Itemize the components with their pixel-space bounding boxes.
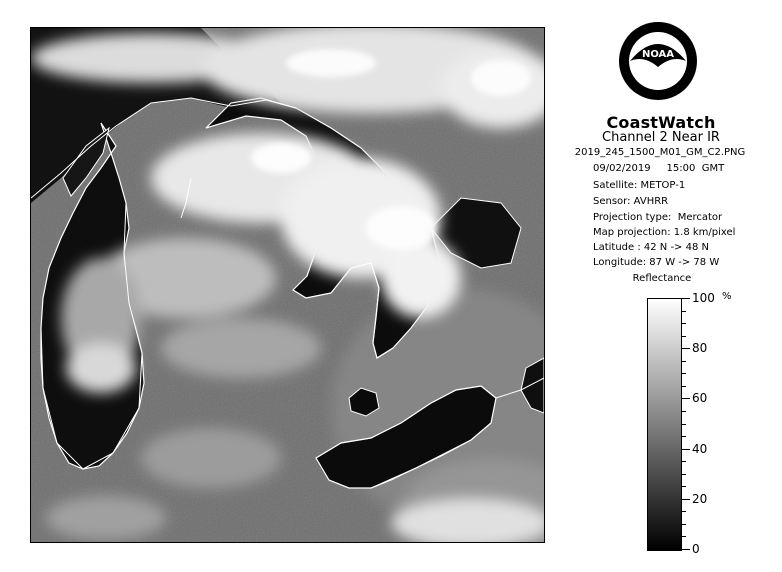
colorbar-tick (681, 436, 686, 437)
satellite-image (30, 27, 545, 543)
colorbar-tick (681, 499, 690, 500)
colorbar-tick (681, 398, 690, 399)
colorbar-tick (681, 449, 690, 450)
colorbar-tick (681, 536, 686, 537)
colorbar-tick (681, 386, 686, 387)
colorbar-tick-label: 0 (692, 542, 700, 556)
brand-title: CoastWatch (606, 113, 716, 132)
colorbar-tick (681, 524, 686, 525)
colorbar-tick-label: 20 (692, 492, 708, 506)
longitude-label: Longitude: 87 W -> 78 W (593, 257, 720, 268)
colorbar-tick (681, 511, 686, 512)
reflectance-colorbar (647, 298, 682, 551)
projection-type-label: Projection type: Mercator (593, 212, 723, 223)
colorbar-title: Reflectance (632, 273, 692, 284)
noaa-logo-text: NOAA (641, 49, 675, 60)
satellite-map-drawing (31, 28, 544, 542)
latitude-label: Latitude : 42 N -> 48 N (593, 242, 709, 253)
sensor-label: Sensor: AVHRR (593, 196, 669, 207)
colorbar-tick-label: 40 (692, 442, 708, 456)
colorbar-unit: % (722, 291, 732, 302)
noaa-logo (617, 17, 699, 105)
colorbar-tick (681, 424, 686, 425)
colorbar-tick (681, 361, 686, 362)
colorbar-tick (681, 348, 690, 349)
colorbar-tick (681, 474, 686, 475)
colorbar-tick (681, 336, 686, 337)
colorbar-tick (681, 323, 686, 324)
colorbar-tick (681, 549, 690, 550)
file-name: 2019_245_1500_M01_GM_C2.PNG (574, 147, 746, 158)
colorbar-tick (681, 411, 686, 412)
colorbar-tick-label: 80 (692, 341, 708, 355)
map-projection-label: Map projection: 1.8 km/pixel (593, 227, 736, 238)
colorbar-tick (681, 373, 686, 374)
satellite-label: Satellite: METOP-1 (593, 180, 686, 191)
colorbar-tick-label: 100 (692, 291, 715, 305)
channel-label: Channel 2 Near IR (602, 130, 720, 145)
colorbar-tick (681, 298, 690, 299)
colorbar-tick-label: 60 (692, 391, 708, 405)
colorbar-tick (681, 311, 686, 312)
colorbar-tick (681, 461, 686, 462)
colorbar-tick (681, 486, 686, 487)
date-time: 09/02/2019 15:00 GMT (593, 163, 725, 174)
